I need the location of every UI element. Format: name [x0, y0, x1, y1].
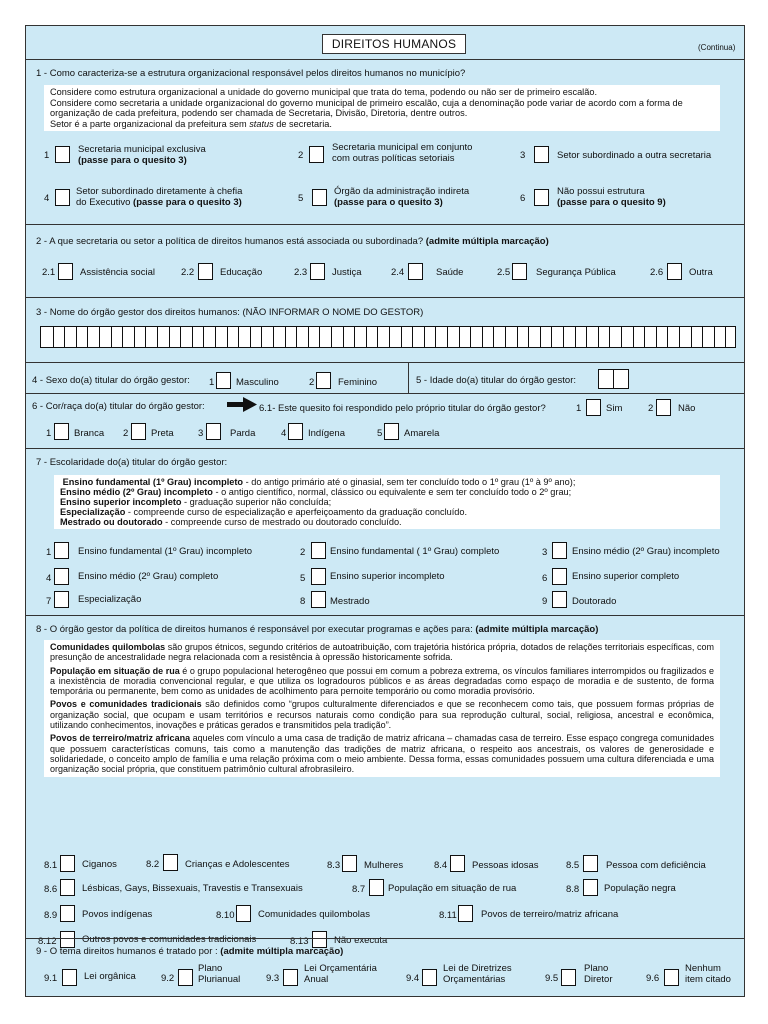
name-cell-divider — [517, 327, 518, 347]
q6-preta-checkbox[interactable] — [131, 423, 146, 440]
q8-option-8-checkbox[interactable] — [583, 879, 598, 896]
name-cell-divider — [319, 327, 320, 347]
q1-option-6-label: Não possui estrutura (passe para o quesito 9) — [557, 186, 666, 208]
q1-option-1-label: Secretaria municipal exclusiva (passe para o quesito 3) — [78, 144, 206, 166]
q8-option-1-checkbox[interactable] — [60, 855, 75, 872]
name-cell-divider — [192, 327, 193, 347]
name-cell-divider — [447, 327, 448, 347]
name-cell-divider — [656, 327, 657, 347]
q2-option-5-checkbox[interactable] — [512, 263, 527, 280]
name-cell-divider — [412, 327, 413, 347]
name-cell-divider — [528, 327, 529, 347]
q9-option-1-checkbox[interactable] — [62, 969, 77, 986]
q6-branca-checkbox[interactable] — [54, 423, 69, 440]
name-cell-divider — [633, 327, 634, 347]
name-cell-divider — [203, 327, 204, 347]
q7-option-1-checkbox[interactable] — [54, 542, 69, 559]
q6-1-nao-checkbox[interactable] — [656, 399, 671, 416]
name-cell-divider — [64, 327, 65, 347]
name-cell-divider — [215, 327, 216, 347]
name-cell-divider — [261, 327, 262, 347]
q1-option-3-checkbox[interactable] — [534, 146, 549, 163]
name-cell-divider — [540, 327, 541, 347]
name-cell-divider — [331, 327, 332, 347]
continua-label: (Continua) — [698, 43, 736, 52]
name-cell-divider — [99, 327, 100, 347]
questionnaire-form — [25, 25, 745, 997]
name-cell-divider — [122, 327, 123, 347]
question-9: 9 - O tema direitos humanos é tratado por : (admite múltipla marcação) 9.1 Lei orgânica 9.2 Plano Plurianual 9.3 Lei Orçamentária Anual 9.4 Lei de Diretrizes Orçamentárias 9.5 Plano Diretor 9.6 Nenhum item citado — [26, 938, 744, 996]
name-cell-divider — [598, 327, 599, 347]
q7-option-4-checkbox[interactable] — [54, 568, 69, 585]
name-cell-divider — [505, 327, 506, 347]
manager-organ-name-input[interactable] — [40, 326, 736, 348]
q1-option-1-checkbox[interactable] — [55, 146, 70, 163]
q7-option-6-checkbox[interactable] — [552, 568, 567, 585]
q1-note: Considere como estrutura organizacional a unidade do governo municipal que trata do tema, podendo ou não ser de primeiro escalão. Considere como secretaria a unidade organizacional do governo municipal de primeiro escalão, cuja a denominação pode variar de acordo com a forma de organização de cada prefeitura, podendo ser chamada de Secretaria, Divisão, Diretoria, dentre outros. Setor é a parte organizacional da prefeitura sem status de secretaria. — [44, 85, 720, 131]
name-cell-divider — [169, 327, 170, 347]
question-8: 8 - O órgão gestor da política de direitos humanos é responsável por executar programas e ações para: (admite múltipla marcação) Comunidades quilombolas são grupos étnicos, segundo critérios de autoatribuição, com trajetória histórica própria, dotados de relações territoriais específicas, com presunção de ancestralidade negra relacionada com a resistência à opressão historicamente sofrida. População em situação de rua é o grupo populacional heterogêneo que possui em comum a pobreza extrema, os vínculos familiares interrompidos ou fragilizados e a inexistência de moradia convencional regular, e que utiliza os logradouros públicos e as áreas degradadas como espaço de moradia e de sustento, de forma temporária ou permanente, bem como as unidades de acolhimento para pernoite temporário ou como moradia provisório. Povos e comunidades tradicionais são definidos como “grupos culturalmente diferenciados e que se reconhecem como tais, que possuem formas próprias de organização social, que ocupam e usam territórios e recursos naturais como condição para sua reprodução cultural, social, religiosa, ancestral e econômica, utilizando conhecimentos, inovações e práticas gerados e transmitidos pela tradição”. Povos de terreiro/matriz africana aqueles com vínculo a uma casa de tradição de matriz africana – chamadas casa de terreiro. Esse espaço congrega comunidades que possuem características comuns, tais como a manutenção das tradições de matriz africana, o respeito aos ancestrais, os valores de generosidade e solidariedade, o conceito amplo de família e uma relação próxima com o meio ambiente. Dessa forma, essas comunidades possuem uma cultura diferenciada e uma organização social própria, que constituem patrimônio cultural afrobrasileiro. 8.1 Ciganos 8.2 Crianças e Adolescentes 8.3 Mulheres 8.4 Pessoas idosas 8.5 Pessoa com deficiência 8.6 Lésbicas, Gays, Bissexuais, Travestis e Transexuais 8.7 População em situação de rua 8.8 População negra 8.9 Povos indígenas 8.10 Comunidades quilombolas 8.11 Povos de terreiro/matriz africana 8.12 Outros povos e comunidades tradicionais 8.13 Não executa — [26, 615, 744, 938]
q5-text: 5 - Idade do(a) titular do órgão gestor: — [416, 375, 577, 386]
q9-option-2-checkbox[interactable] — [178, 969, 193, 986]
q1-option-4-label: Setor subordinado diretamente à chefia do Executivo (passe para o quesito 3) — [76, 186, 243, 208]
name-cell-divider — [575, 327, 576, 347]
q1-option-5-label: Órgão da administração indireta (passe para o quesito 3) — [334, 186, 470, 208]
form-title: DIREITOS HUMANOS — [322, 34, 466, 54]
name-cell-divider — [470, 327, 471, 347]
name-cell-divider — [145, 327, 146, 347]
name-cell-divider — [621, 327, 622, 347]
name-cell-divider — [238, 327, 239, 347]
name-cell-divider — [250, 327, 251, 347]
name-cell-divider — [609, 327, 610, 347]
name-cell-divider — [308, 327, 309, 347]
q7-option-8-checkbox[interactable] — [311, 591, 326, 608]
name-cell-divider — [377, 327, 378, 347]
name-cell-divider — [563, 327, 564, 347]
name-cell-divider — [551, 327, 552, 347]
age-input[interactable] — [598, 369, 629, 389]
q8-definitions: Comunidades quilombolas são grupos étnicos, segundo critérios de autoatribuição, com trajetória histórica própria, dotados de relações territoriais específicas, com presunção de ancestralidade negra relacionada com a resistência à opressão historicamente sofrida. População em situação de rua é o grupo populacional heterogêneo que possui em comum a pobreza extrema, os vínculos familiares interrompidos ou fragilizados e a inexistência de moradia convencional regular, e que utiliza os logradouros públicos e as áreas degradadas como espaço de moradia e de sustento, de forma temporária ou permanente, bem como as unidades de acolhimento para pernoite temporário ou como moradia provisório. Povos e comunidades tradicionais são definidos como “grupos culturalmente diferenciados e que se reconhecem como tais, que possuem formas próprias de organização social, que ocupam e usam territórios e recursos naturais como condição para sua reprodução cultural, social, religiosa, ancestral e econômica, utilizando conhecimentos, inovações e práticas gerados e transmitidos pela tradição”. Povos de terreiro/matriz africana aqueles com vínculo a uma casa de tradição de matriz africana – chamadas casa de terreiro. Esse espaço congrega comunidades que possuem características comuns, tais como a manutenção das tradições de matriz africana, o respeito aos ancestrais, os valores de generosidade e solidariedade, o conceito amplo de família e uma relação próxima com o meio ambiente. Dessa forma, essas comunidades possuem uma cultura diferenciada e uma organização social própria, que constituem patrimônio cultural afrobrasileiro. — [44, 640, 720, 777]
q4-text: 4 - Sexo do(a) titular do órgão gestor: — [32, 375, 190, 386]
name-cell-divider — [493, 327, 494, 347]
question-3 — [26, 297, 744, 362]
q2-option-4-checkbox[interactable] — [408, 263, 423, 280]
q2-option-6-checkbox[interactable] — [667, 263, 682, 280]
name-cell-divider — [725, 327, 726, 347]
q7-option-3-checkbox[interactable] — [552, 542, 567, 559]
q2-text: 2 - A que secretaria ou setor a política de direitos humanos está associada ou subordinada? (admite múltipla marcação) — [36, 236, 549, 247]
name-cell-divider — [273, 327, 274, 347]
name-cell-divider — [667, 327, 668, 347]
q1-text: 1 - Como caracteriza-se a estrutura organizacional responsável pelos direitos humanos no município? — [36, 68, 466, 79]
q1-option-2-label: Secretaria municipal em conjunto com outras políticas setoriais — [332, 142, 473, 164]
q1-option-3-label: Setor subordinado a outra secretaria — [557, 150, 712, 161]
q8-option-3-checkbox[interactable] — [342, 855, 357, 872]
q7-option-2-checkbox[interactable] — [311, 542, 326, 559]
name-cell-divider — [134, 327, 135, 347]
name-cell-divider — [366, 327, 367, 347]
name-cell-divider — [285, 327, 286, 347]
q8-option-9-checkbox[interactable] — [60, 905, 75, 922]
name-cell-divider — [296, 327, 297, 347]
name-cell-divider — [343, 327, 344, 347]
q7-option-9-checkbox[interactable] — [552, 591, 567, 608]
question-2: 2 - A que secretaria ou setor a política de direitos humanos está associada ou subordinada? (admite múltipla marcação) 2.1 Assistência social 2.2 Educação 2.3 Justiça 2.4 Saúde 2.5 Segurança Pública 2.6 Outra — [26, 224, 744, 297]
q4-feminino-checkbox[interactable] — [316, 372, 331, 389]
q8-option-2-checkbox[interactable] — [163, 854, 178, 871]
q7-option-5-checkbox[interactable] — [311, 568, 326, 585]
name-cell-divider — [389, 327, 390, 347]
q8-option-7-checkbox[interactable] — [369, 879, 384, 896]
q7-option-7-checkbox[interactable] — [54, 591, 69, 608]
name-cell-divider — [401, 327, 402, 347]
name-cell-divider — [644, 327, 645, 347]
q2-option-2-checkbox[interactable] — [198, 263, 213, 280]
name-cell-divider — [459, 327, 460, 347]
q6-parda-checkbox[interactable] — [206, 423, 221, 440]
name-cell-divider — [482, 327, 483, 347]
q6-1-text: 6.1- Este quesito foi respondido pelo próprio titular do órgão gestor? — [259, 403, 546, 414]
q2-option-1-checkbox[interactable] — [58, 263, 73, 280]
name-cell-divider — [691, 327, 692, 347]
q9-option-5-checkbox[interactable] — [561, 969, 576, 986]
name-cell-divider — [714, 327, 715, 347]
name-cell-divider — [354, 327, 355, 347]
q8-option-6-checkbox[interactable] — [60, 879, 75, 896]
q8-option-5-checkbox[interactable] — [583, 855, 598, 872]
q6-1-sim-checkbox[interactable] — [586, 399, 601, 416]
question-1: 1 - Como caracteriza-se a estrutura organizacional responsável pelos direitos humanos no município? Considere como estrutura organizacional a unidade do governo municipal que trata do tema, podendo ou não ser de primeiro escalão. Considere como secretaria a unidade organizacional do governo municipal de primeiro escalão, cuja a denominação pode variar de acordo com a forma de organização de cada prefeitura, podendo ser chamada de Secretaria, Divisão, Diretoria, dentre outros. Setor é a parte organizacional da prefeitura sem status de secretaria. 1 Secretaria municipal exclusiva (passe para o quesito 3) 2 Secretaria municipal em conjunto com outras políticas setoriais 3 Setor subordinado a outra secretaria 4 Setor subordinado diretamente à chefia do Executivo (passe para o quesito 3) 5 Órgão da administração indireta (passe para o quesito 3) 6 Não possui estrutura (passe para o quesito 9) — [26, 59, 744, 234]
name-cell-divider — [180, 327, 181, 347]
name-cell-divider — [586, 327, 587, 347]
name-cell-divider — [227, 327, 228, 347]
q6-amarela-checkbox[interactable] — [384, 423, 399, 440]
name-cell-divider — [53, 327, 54, 347]
q9-option-6-checkbox[interactable] — [664, 969, 679, 986]
q1-option-5-checkbox[interactable] — [312, 189, 327, 206]
q6-text: 6 - Cor/raça do(a) titular do órgão gestor: — [32, 401, 205, 412]
name-cell-divider — [435, 327, 436, 347]
q9-option-4-checkbox[interactable] — [422, 969, 437, 986]
q8-text: 8 - O órgão gestor da política de direitos humanos é responsável por executar programas e ações para: (admite múltipla marcação) — [36, 624, 599, 635]
name-cell-divider — [157, 327, 158, 347]
q4-masculino-checkbox[interactable] — [216, 372, 231, 389]
q1-option-4-checkbox[interactable] — [55, 189, 70, 206]
name-cell-divider — [679, 327, 680, 347]
arrow-right-icon — [227, 397, 257, 413]
q7-text: 7 - Escolaridade do(a) titular do órgão gestor: — [36, 457, 228, 468]
q9-option-3-checkbox[interactable] — [283, 969, 298, 986]
name-cell-divider — [424, 327, 425, 347]
q8-option-10-checkbox[interactable] — [236, 905, 251, 922]
q8-option-4-checkbox[interactable] — [450, 855, 465, 872]
q7-note: Ensino fundamental (1º Grau) incompleto - do antigo primário até o ginasial, sem ter concluído todo o 1º grau (1º à 9º ano); Ensino médio (2º Grau) incompleto - o antigo científico, normal, clássico ou equivalente e sem ter concluído todo o 2º grau; Ensino superior incompleto - graduação superior não concluída; Especialização - compreende curso de especialização e aperfeiçoamento da graduação concluído. Mestrado ou doutorado - compreende curso de mestrado ou doutorado concluído. — [54, 475, 720, 529]
question-4-5: 4 - Sexo do(a) titular do órgão gestor: 1 Masculino 2 Feminino 5 - Idade do(a) titular do órgão gestor: — [26, 362, 744, 393]
q9-text: 9 - O tema direitos humanos é tratado por : (admite múltipla marcação) — [36, 946, 344, 957]
q8-option-11-checkbox[interactable] — [458, 905, 473, 922]
name-cell-divider — [76, 327, 77, 347]
q1-option-2-checkbox[interactable] — [309, 146, 324, 163]
question-6: 6 - Cor/raça do(a) titular do órgão gestor: 6.1- Este quesito foi respondido pelo próprio titular do órgão gestor? 1 Sim 2 Não 1 Branca 2 Preta 3 Parda 4 Indígena 5 Amarela — [26, 393, 744, 448]
question-7: 7 - Escolaridade do(a) titular do órgão gestor: Ensino fundamental (1º Grau) incompleto - do antigo primário até o ginasial, sem ter concluído todo o 1º grau (1º à 9º ano); Ensino médio (2º Grau) incompleto - o antigo científico, normal, clássico ou equivalente e sem ter concluído todo o 2º grau; Ensino superior incompleto - graduação superior não concluída; Especialização - compreende curso de especialização e aperfeiçoamento da graduação concluído. Mestrado ou doutorado - compreende curso de mestrado ou doutorado concluído. 1 Ensino fundamental (1º Grau) incompleto 2 Ensino fundamental ( 1º Grau) completo 3 Ensino médio (2º Grau) incompleto 4 Ensino médio (2º Grau) completo 5 Ensino superior incompleto 6 Ensino superior completo 7 Especialização 8 Mestrado 9 Doutorado — [26, 448, 744, 615]
name-cell-divider — [702, 327, 703, 347]
q6-indigena-checkbox[interactable] — [288, 423, 303, 440]
name-cell-divider — [87, 327, 88, 347]
name-cell-divider — [111, 327, 112, 347]
q2-option-3-checkbox[interactable] — [310, 263, 325, 280]
q3-text: 3 - Nome do órgão gestor dos direitos humanos: (NÃO INFORMAR O NOME DO GESTOR) — [36, 307, 424, 318]
q1-option-6-checkbox[interactable] — [534, 189, 549, 206]
